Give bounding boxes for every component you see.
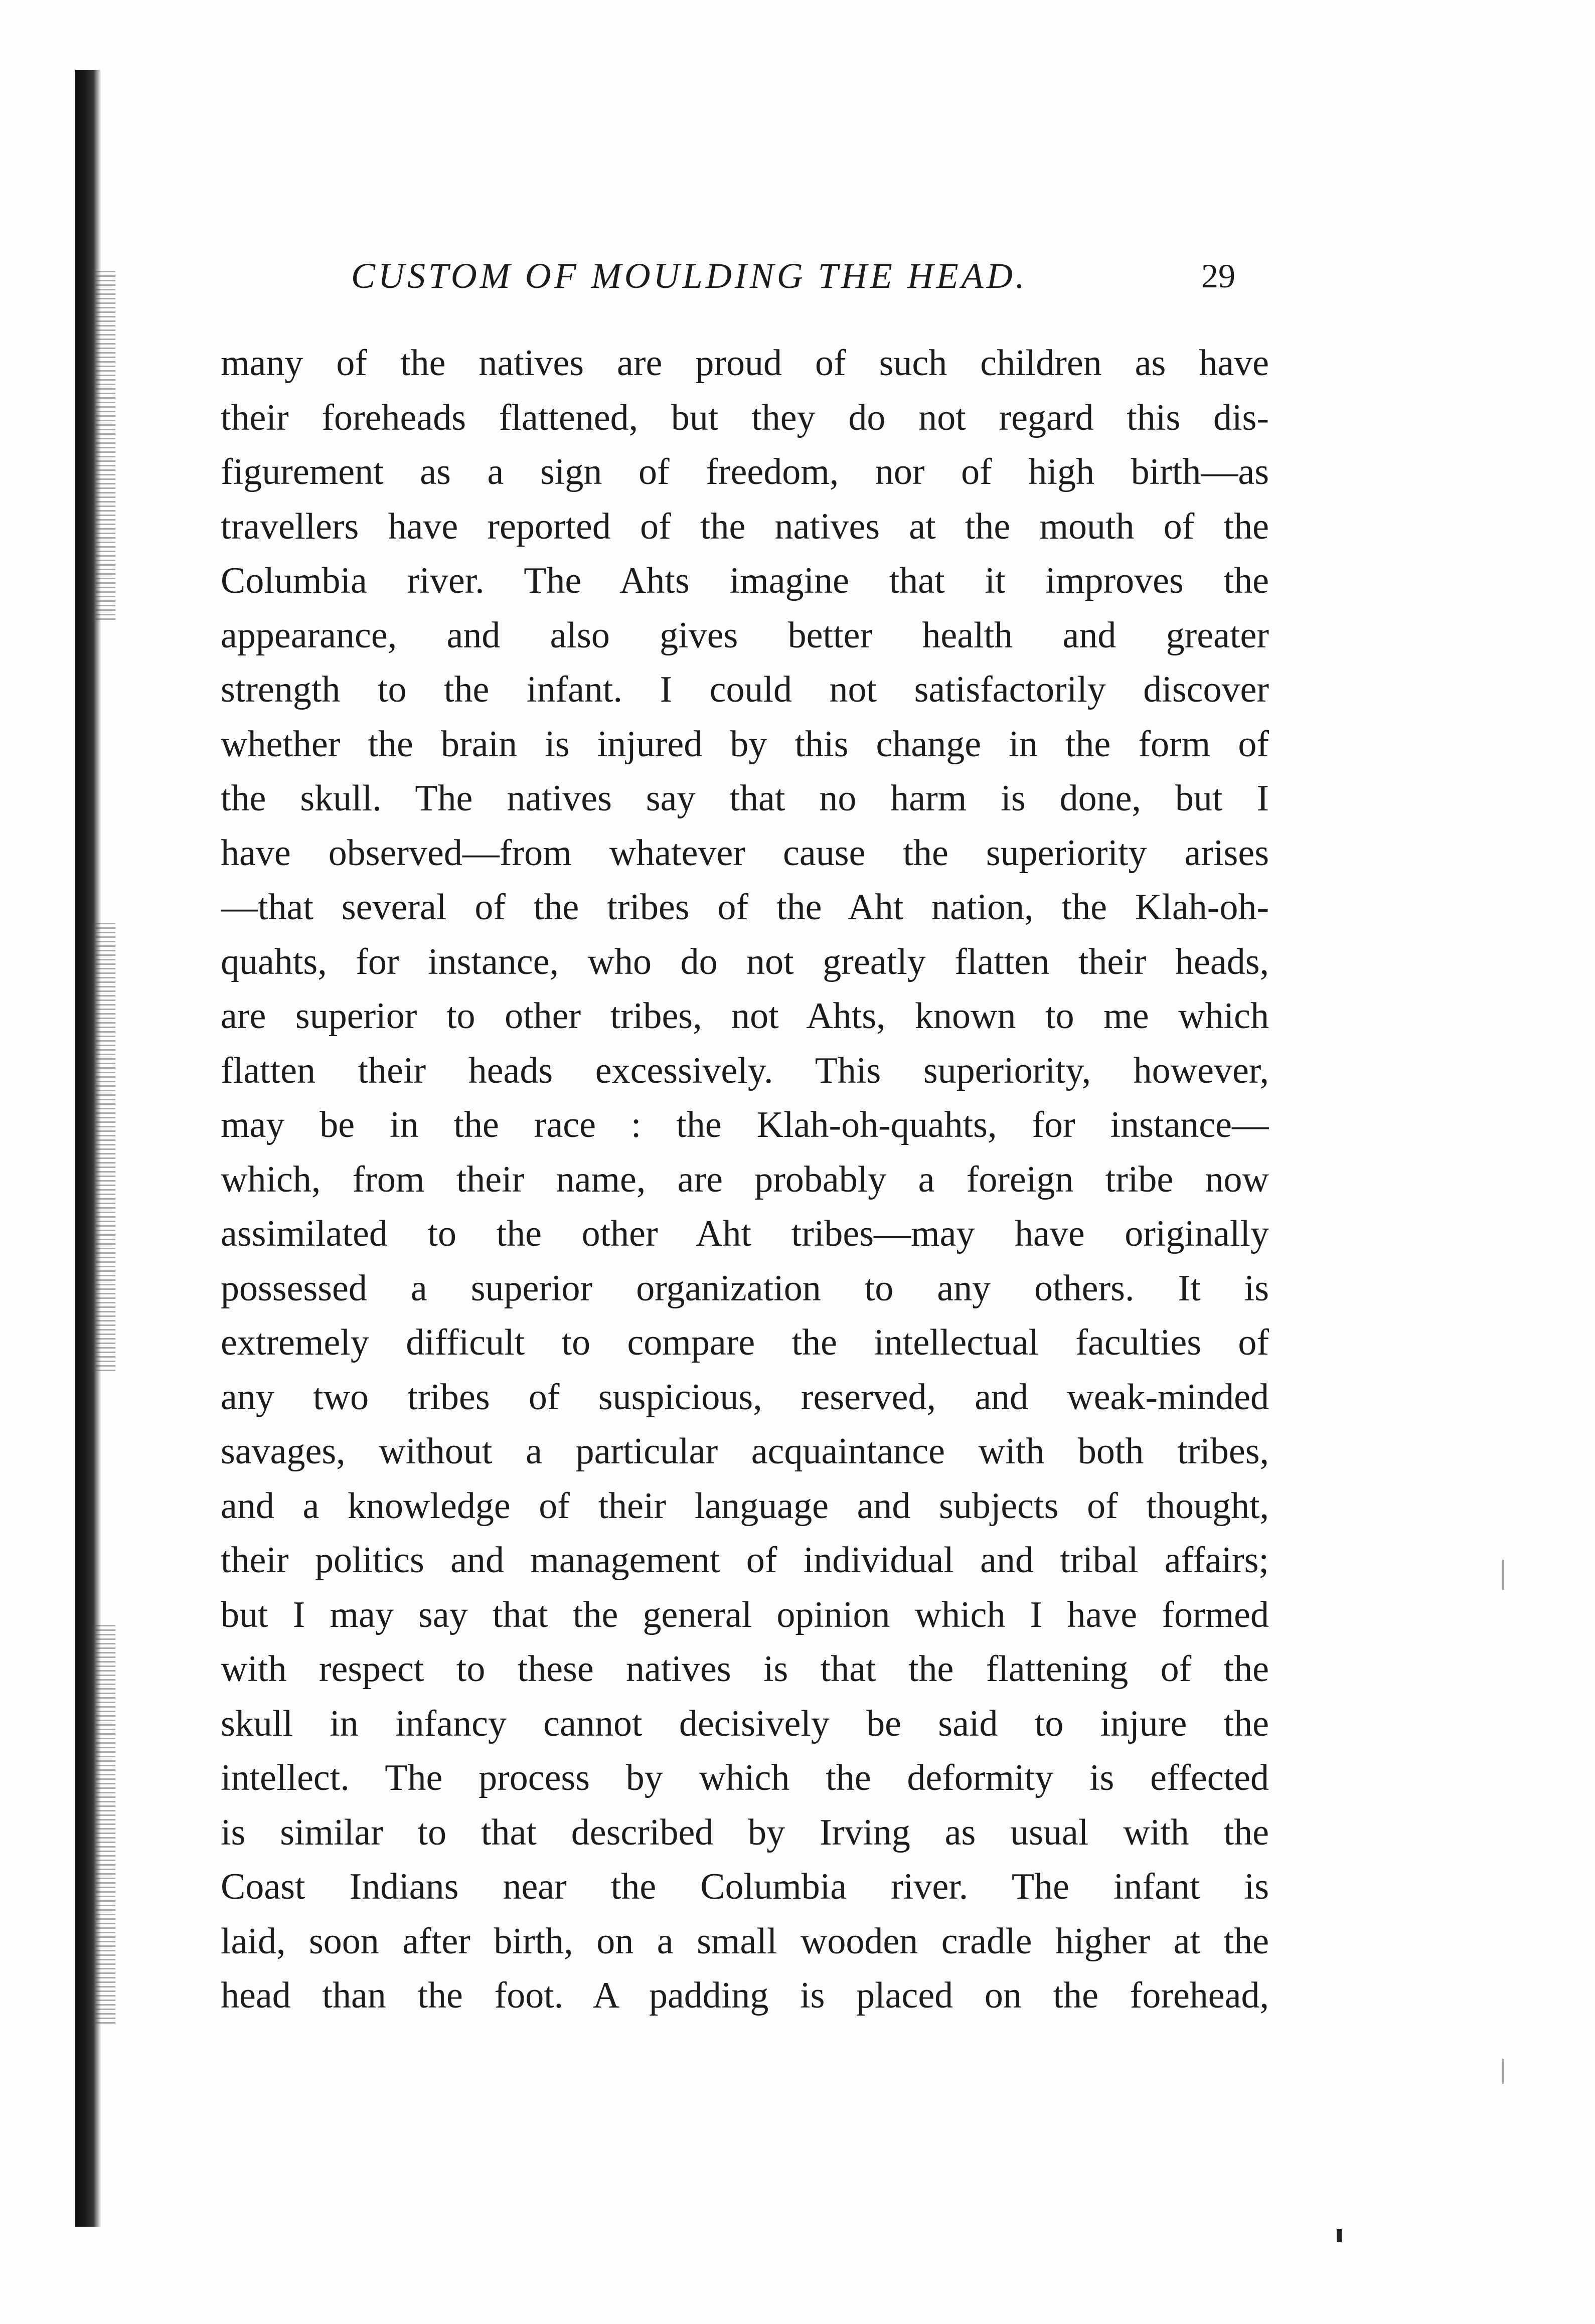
- text-line: the skull. The natives say that no harm is done, but I: [221, 778, 1269, 819]
- text-line: and a knowledge of their language and subjects of thought,: [221, 1485, 1269, 1527]
- text-line: laid, soon after birth, on a small wooden cradle higher at the: [221, 1920, 1269, 1962]
- text-line: is similar to that described by Irving as usual with the: [221, 1811, 1269, 1853]
- binding-speckle: [95, 1625, 115, 2026]
- text-line: with respect to these natives is that the flattening of the: [221, 1648, 1269, 1690]
- page-speck: [1502, 2059, 1504, 2084]
- page-number: 29: [1201, 257, 1235, 295]
- binding-edge-shadow: [75, 70, 101, 2227]
- text-line: Columbia river. The Ahts imagine that it improves the: [221, 560, 1269, 601]
- text-line: Coast Indians near the Columbia river. The infant is: [221, 1866, 1269, 1907]
- text-line: their politics and management of individual and tribal affairs;: [221, 1540, 1269, 1581]
- text-line: extremely difficult to compare the intellectual faculties of: [221, 1322, 1269, 1363]
- text-line: possessed a superior organization to any others. It is: [221, 1267, 1269, 1309]
- text-line: flatten their heads excessively. This superiority, however,: [221, 1050, 1269, 1091]
- text-line: many of the natives are proud of such children as have: [221, 343, 1269, 384]
- text-line: strength to the infant. I could not satisfactorily discover: [221, 669, 1269, 710]
- text-line: have observed—from whatever cause the superiority arises: [221, 832, 1269, 874]
- text-line: quahts, for instance, who do not greatly flatten their heads,: [221, 941, 1269, 982]
- page-speck: [1502, 1560, 1504, 1590]
- body-text: [221, 336, 1269, 2023]
- text-line: intellect. The process by which the deformity is effected: [221, 1757, 1269, 1798]
- binding-speckle: [95, 923, 115, 1374]
- text-line: are superior to other tribes, not Ahts, known to me which: [221, 995, 1269, 1037]
- text-line: head than the foot. A padding is placed on the forehead,: [221, 1975, 1269, 2016]
- running-head-title: CUSTOM OF MOULDING THE HEAD.: [351, 256, 1028, 296]
- text-line: skull in infancy cannot decisively be said to injure the: [221, 1703, 1269, 1744]
- text-line: may be in the race : the Klah-oh-quahts, for instance—: [221, 1104, 1269, 1145]
- text-line: figurement as a sign of freedom, nor of high birth—as: [221, 451, 1269, 492]
- text-line: —that several of the tribes of the Aht nation, the Klah-oh-: [221, 887, 1269, 928]
- text-line: savages, without a particular acquaintance with both tribes,: [221, 1431, 1269, 1472]
- text-line: assimilated to the other Aht tribes—may have originally: [221, 1213, 1269, 1254]
- page-speck: [1337, 2229, 1342, 2242]
- text-line: travellers have reported of the natives at the mouth of the: [221, 506, 1269, 547]
- binding-speckle: [95, 271, 115, 622]
- text-line: appearance, and also gives better health and greater: [221, 614, 1269, 656]
- text-line: their foreheads flattened, but they do not regard this dis-: [221, 397, 1269, 438]
- running-head: [0, 253, 1595, 298]
- text-line: but I may say that the general opinion which I have formed: [221, 1594, 1269, 1635]
- text-line: whether the brain is injured by this change in the form of: [221, 723, 1269, 765]
- text-line: any two tribes of suspicious, reserved, and weak-minded: [221, 1376, 1269, 1418]
- text-line: which, from their name, are probably a foreign tribe now: [221, 1158, 1269, 1200]
